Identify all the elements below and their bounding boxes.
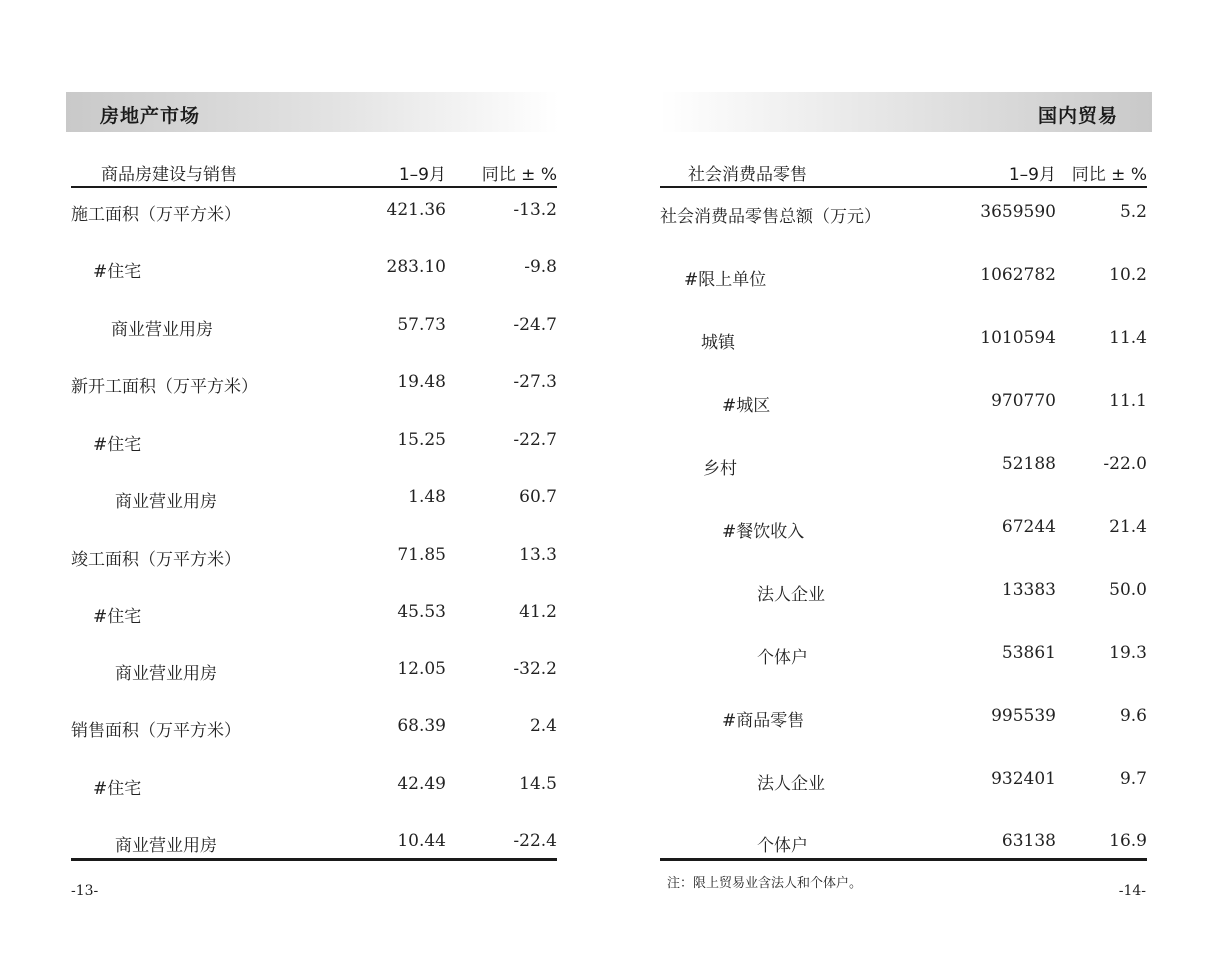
- row-value-period: 13383: [1001, 580, 1056, 600]
- table-row: [71, 602, 557, 626]
- header-period: 1–9月: [1008, 165, 1056, 185]
- row-value-period: 421.36: [386, 200, 446, 220]
- page-number: -13-: [71, 883, 99, 899]
- row-value-yoy: -22.4: [513, 831, 557, 851]
- table-row: [71, 774, 557, 798]
- row-label: 新开工面积（万平方米）: [71, 377, 258, 397]
- section-banner: [66, 92, 559, 132]
- row-label: #住宅: [93, 779, 142, 799]
- row-value-period: 19.48: [397, 372, 446, 392]
- table-bottom-rule: [71, 858, 557, 861]
- row-value-yoy: -24.7: [513, 315, 557, 335]
- row-value-yoy: 11.1: [1109, 391, 1147, 411]
- row-label: 竣工面积（万平方米）: [71, 550, 241, 570]
- row-value-yoy: 19.3: [1109, 643, 1147, 663]
- table-row: [660, 202, 1147, 226]
- footnote: 注：限上贸易业含法人和个体户。: [667, 876, 863, 891]
- header-yoy: 同比 ± %: [1071, 165, 1147, 185]
- table-row: [71, 372, 557, 396]
- row-label: 销售面积（万平方米）: [71, 721, 241, 741]
- row-label: #住宅: [93, 607, 142, 627]
- row-label: 商业营业用房: [115, 664, 217, 684]
- row-label: 法人企业: [757, 774, 825, 794]
- row-value-yoy: -9.8: [524, 257, 557, 277]
- row-value-period: 1010594: [980, 328, 1056, 348]
- header-category: 社会消费品零售: [688, 165, 807, 185]
- row-value-period: 42.49: [397, 774, 446, 794]
- row-value-period: 12.05: [397, 659, 446, 679]
- row-value-period: 71.85: [397, 545, 446, 565]
- row-value-period: 68.39: [397, 716, 446, 736]
- table-row: [71, 487, 557, 511]
- row-value-yoy: -22.0: [1103, 454, 1147, 474]
- table-header: [71, 156, 557, 186]
- table-row: [71, 200, 557, 224]
- row-label: #住宅: [93, 435, 142, 455]
- row-value-yoy: 9.7: [1119, 769, 1147, 789]
- row-label: 乡村: [703, 459, 737, 479]
- row-label: 施工面积（万平方米）: [71, 205, 241, 225]
- row-label: #餐饮收入: [722, 522, 805, 542]
- table-row: [71, 545, 557, 569]
- row-label: 商业营业用房: [115, 492, 217, 512]
- table-row: [71, 831, 557, 855]
- row-value-yoy: 2.4: [529, 716, 557, 736]
- row-label: 商业营业用房: [115, 836, 217, 856]
- row-value-period: 3659590: [980, 202, 1056, 222]
- section-banner: [660, 92, 1152, 132]
- row-value-yoy: 5.2: [1119, 202, 1147, 222]
- row-value-yoy: -22.7: [513, 430, 557, 450]
- row-value-yoy: 41.2: [519, 602, 557, 622]
- header-category: 商品房建设与销售: [101, 165, 237, 185]
- row-label: 城镇: [701, 333, 735, 353]
- row-value-yoy: -27.3: [513, 372, 557, 392]
- row-value-yoy: 16.9: [1109, 831, 1147, 851]
- table-row: [71, 315, 557, 339]
- row-label: 社会消费品零售总额（万元）: [660, 207, 881, 227]
- table-header: [660, 156, 1147, 186]
- table-row: [71, 716, 557, 740]
- header-period: 1–9月: [398, 165, 446, 185]
- row-value-period: 1.48: [408, 487, 446, 507]
- row-value-yoy: 21.4: [1109, 517, 1147, 537]
- row-value-yoy: 13.3: [519, 545, 557, 565]
- row-value-period: 932401: [991, 769, 1056, 789]
- section-title: 国内贸易: [1037, 105, 1118, 127]
- header-rule: [660, 186, 1147, 188]
- header-yoy: 同比 ± %: [481, 165, 557, 185]
- table-row: [71, 257, 557, 281]
- row-value-period: 10.44: [397, 831, 446, 851]
- row-value-period: 63138: [1001, 831, 1056, 851]
- row-label: #限上单位: [684, 270, 767, 290]
- table-row: [660, 580, 1147, 604]
- row-value-period: 970770: [991, 391, 1056, 411]
- table-row: [660, 769, 1147, 793]
- page-number: -14-: [1118, 883, 1146, 899]
- table-row: [71, 430, 557, 454]
- row-label: 个体户: [757, 836, 808, 856]
- table-row: [660, 831, 1147, 855]
- table-row: [660, 643, 1147, 667]
- row-value-yoy: 9.6: [1119, 706, 1147, 726]
- row-value-yoy: -13.2: [513, 200, 557, 220]
- row-value-yoy: 11.4: [1109, 328, 1147, 348]
- row-value-yoy: 14.5: [519, 774, 557, 794]
- row-label: #城区: [722, 396, 771, 416]
- row-value-period: 67244: [1001, 517, 1056, 537]
- table-row: [660, 391, 1147, 415]
- row-value-period: 52188: [1001, 454, 1056, 474]
- row-value-period: 45.53: [397, 602, 446, 622]
- right-page: [609, 0, 1218, 977]
- row-value-yoy: 60.7: [519, 487, 557, 507]
- row-value-period: 15.25: [397, 430, 446, 450]
- row-label: 商业营业用房: [111, 320, 213, 340]
- row-label: #商品零售: [722, 711, 805, 731]
- table-row: [660, 265, 1147, 289]
- section-title: 房地产市场: [100, 105, 201, 127]
- row-label: 法人企业: [757, 585, 825, 605]
- row-label: 个体户: [757, 648, 808, 668]
- row-value-period: 53861: [1001, 643, 1056, 663]
- header-rule: [71, 186, 557, 188]
- table-bottom-rule: [660, 858, 1147, 861]
- table-row: [660, 517, 1147, 541]
- row-value-period: 995539: [991, 706, 1056, 726]
- row-value-yoy: 10.2: [1109, 265, 1147, 285]
- row-value-yoy: 50.0: [1109, 580, 1147, 600]
- row-value-period: 1062782: [980, 265, 1056, 285]
- row-value-period: 283.10: [386, 257, 446, 277]
- table-row: [660, 328, 1147, 352]
- row-label: #住宅: [93, 262, 142, 282]
- row-value-yoy: -32.2: [513, 659, 557, 679]
- row-value-period: 57.73: [397, 315, 446, 335]
- table-row: [660, 454, 1147, 478]
- table-row: [71, 659, 557, 683]
- table-row: [660, 706, 1147, 730]
